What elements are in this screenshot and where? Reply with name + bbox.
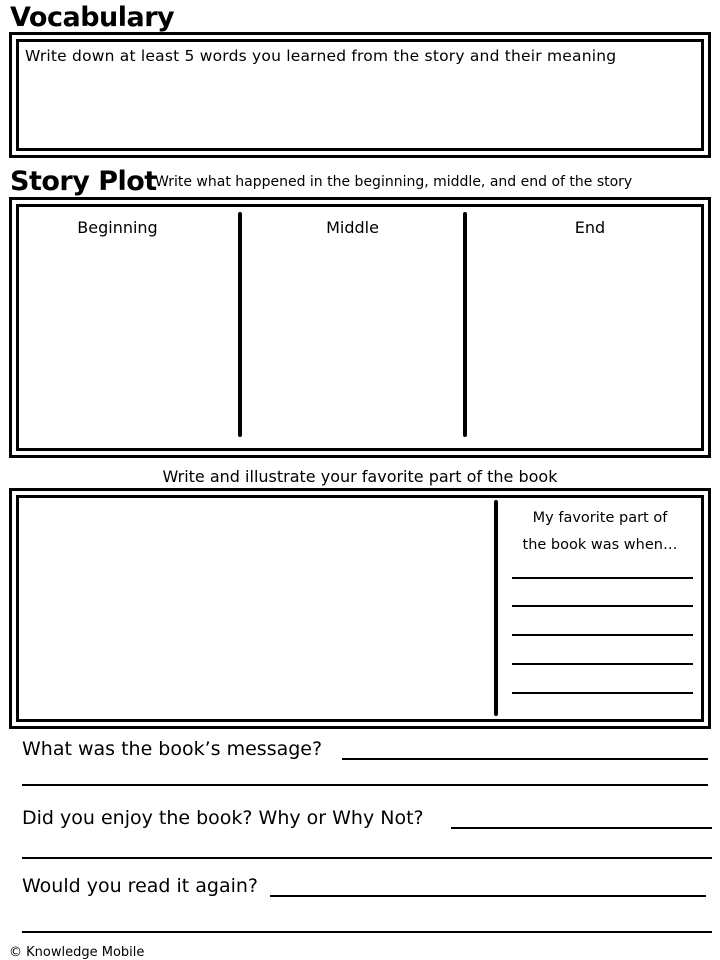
vocabulary-instruction: Write down at least 5 words you learned from the story and their meaning: [25, 47, 617, 65]
illustration-area[interactable]: [20, 499, 490, 717]
copyright-footer: © Knowledge Mobile: [9, 945, 145, 960]
favorite-part-divider: [494, 500, 498, 716]
favorite-write-line-5[interactable]: [512, 692, 693, 694]
favorite-write-line-3[interactable]: [512, 634, 693, 636]
answer-line-message-2[interactable]: [22, 784, 708, 786]
favorite-prompt-line1: My favorite part of: [532, 510, 668, 526]
answer-line-enjoy-2[interactable]: [22, 857, 712, 859]
favorite-write-line-4[interactable]: [512, 663, 693, 665]
question-again: Would you read it again?: [22, 875, 259, 897]
answer-line-message-1[interactable]: [342, 758, 708, 760]
favorite-part-heading: Write and illustrate your favorite part of the book: [162, 467, 558, 486]
favorite-write-line-1[interactable]: [512, 577, 693, 579]
favorite-write-line-2[interactable]: [512, 605, 693, 607]
answer-line-again-1[interactable]: [270, 895, 706, 897]
question-message: What was the book’s message?: [22, 738, 323, 760]
vocabulary-title: Vocabulary: [10, 2, 175, 33]
column-label-middle: Middle: [326, 218, 379, 237]
column-label-beginning: Beginning: [77, 218, 158, 237]
favorite-prompt-line2: the book was when…: [522, 537, 678, 553]
column-label-end: End: [574, 218, 606, 237]
answer-line-again-2[interactable]: [22, 931, 712, 933]
story-plot-box-inner: [16, 204, 704, 451]
story-plot-divider-2: [463, 212, 467, 437]
story-plot-instruction: Write what happened in the beginning, middle, and end of the story: [155, 174, 633, 190]
answer-line-enjoy-1[interactable]: [451, 827, 712, 829]
story-plot-divider-1: [238, 212, 242, 437]
story-plot-title: Story Plot: [10, 166, 157, 197]
question-enjoy: Did you enjoy the book? Why or Why Not?: [22, 807, 424, 829]
